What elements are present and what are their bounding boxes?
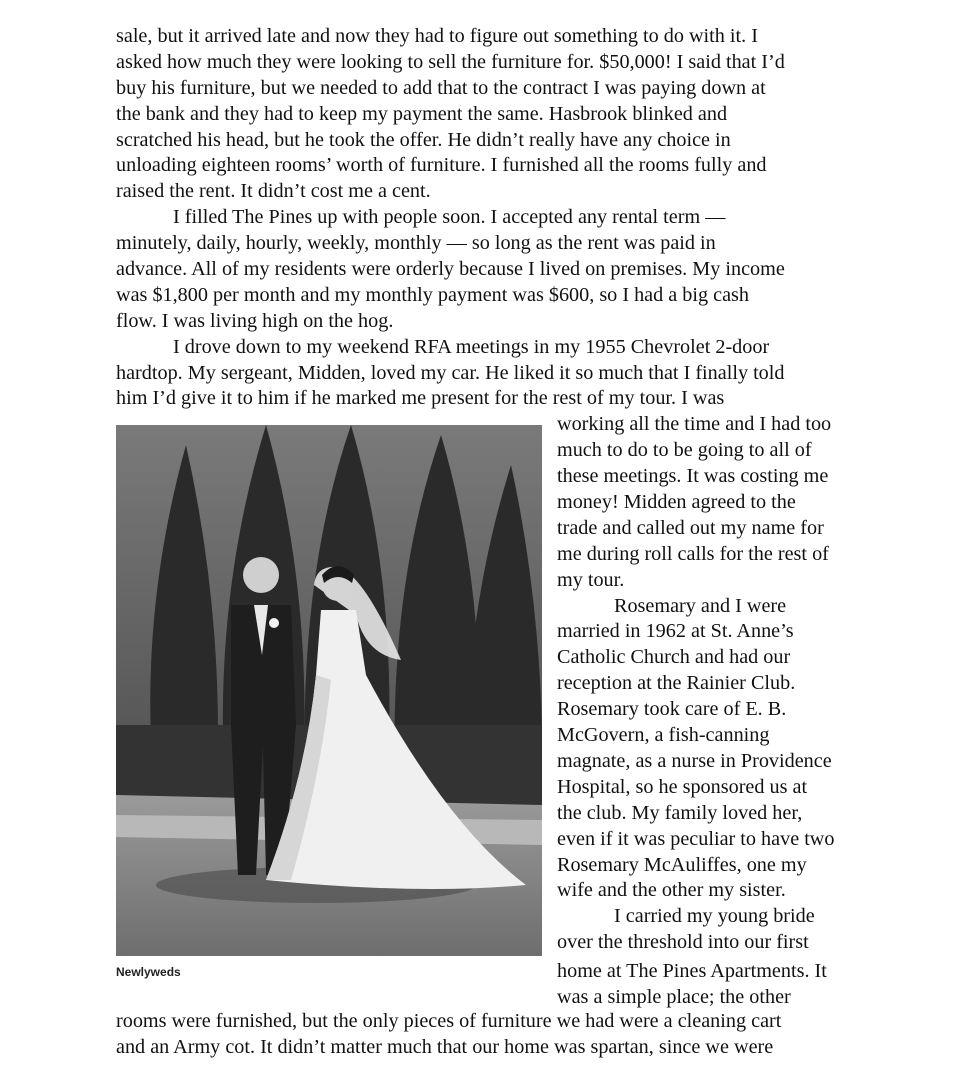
text-line: Catholic Church and had our xyxy=(557,646,791,669)
paragraph-start-line: I filled The Pines up with people soon. I accepted any rental term — xyxy=(173,206,726,229)
text-line: unloading eighteen rooms’ worth of furniture. I furnished all the rooms fully and xyxy=(116,154,767,177)
text-line: these meetings. It was costing me xyxy=(557,465,829,488)
text-line: trade and called out my name for xyxy=(557,516,824,539)
paragraph-start-line: Rosemary and I were xyxy=(614,594,787,617)
text-line: the club. My family loved her, xyxy=(557,801,803,824)
text-line: sale, but it arrived late and now they had to figure out something to do with it. I xyxy=(116,25,758,47)
text-line: the bank and they had to keep my payment the same. Hasbrook blinked and xyxy=(116,102,728,125)
text-line: was $1,800 per month and my monthly payment was $600, so I had a big cash xyxy=(116,283,749,306)
text-line: him I’d give it to him if he marked me present for the rest of my tour. I was xyxy=(116,387,725,410)
text-line: over the threshold into our first xyxy=(557,931,809,954)
text-line: rooms were furnished, but the only pieces of furniture we had were a cleaning cart xyxy=(116,1010,782,1033)
text-line: and an Army cot. It didn’t matter much that our home was spartan, since we were xyxy=(116,1036,774,1059)
text-line: scratched his head, but he took the offer. He didn’t really have any choice in xyxy=(116,128,731,151)
text-line: minutely, daily, hourly, weekly, monthly — so long as the rent was paid in xyxy=(116,232,716,255)
paragraph-start-line: I drove down to my weekend RFA meetings in my 1955 Chevrolet 2-door xyxy=(173,335,770,358)
text-line: flow. I was living high on the hog. xyxy=(116,309,394,332)
text-line: Rosemary took care of E. B. xyxy=(557,698,787,721)
text-line: my tour. xyxy=(557,568,625,591)
photo-illustration xyxy=(116,425,542,956)
photo-caption: Newlyweds xyxy=(116,965,181,979)
wedding-photo xyxy=(116,425,542,956)
side-text-column xyxy=(557,412,834,1010)
text-line: home at The Pines Apartments. It xyxy=(557,960,827,983)
text-line: raised the rent. It didn’t cost me a cent. xyxy=(116,180,431,203)
text-line: married in 1962 at St. Anne’s xyxy=(557,620,794,643)
text-line: working all the time and I had too xyxy=(557,413,832,436)
text-line: was a simple place; the other xyxy=(557,985,791,1008)
text-line: reception at the Rainier Club. xyxy=(557,672,796,695)
text-line: even if it was peculiar to have two xyxy=(557,827,835,850)
text-line: hardtop. My sergeant, Midden, loved my car. He liked it so much that I finally told xyxy=(116,361,785,384)
paragraph-start-line: I carried my young bride xyxy=(614,905,815,928)
text-line: magnate, as a nurse in Providence xyxy=(557,749,832,772)
text-line: Rosemary McAuliffes, one my xyxy=(557,853,807,876)
text-line: wife and the other my sister. xyxy=(557,879,786,902)
text-line: buy his furniture, but we needed to add that to the contract I was paying down at xyxy=(116,76,766,99)
text-line: advance. All of my residents were orderly because I lived on premises. My income xyxy=(116,258,785,281)
text-line: asked how much they were looking to sell the furniture for. $50,000! I said that I’d xyxy=(116,50,785,73)
text-line: Hospital, so he sponsored us at xyxy=(557,775,808,798)
text-line: me during roll calls for the rest of xyxy=(557,542,829,565)
text-line: McGovern, a fish-canning xyxy=(557,724,770,747)
text-line: much to do to be going to all of xyxy=(557,439,812,462)
text-line: money! Midden agreed to the xyxy=(557,491,796,514)
